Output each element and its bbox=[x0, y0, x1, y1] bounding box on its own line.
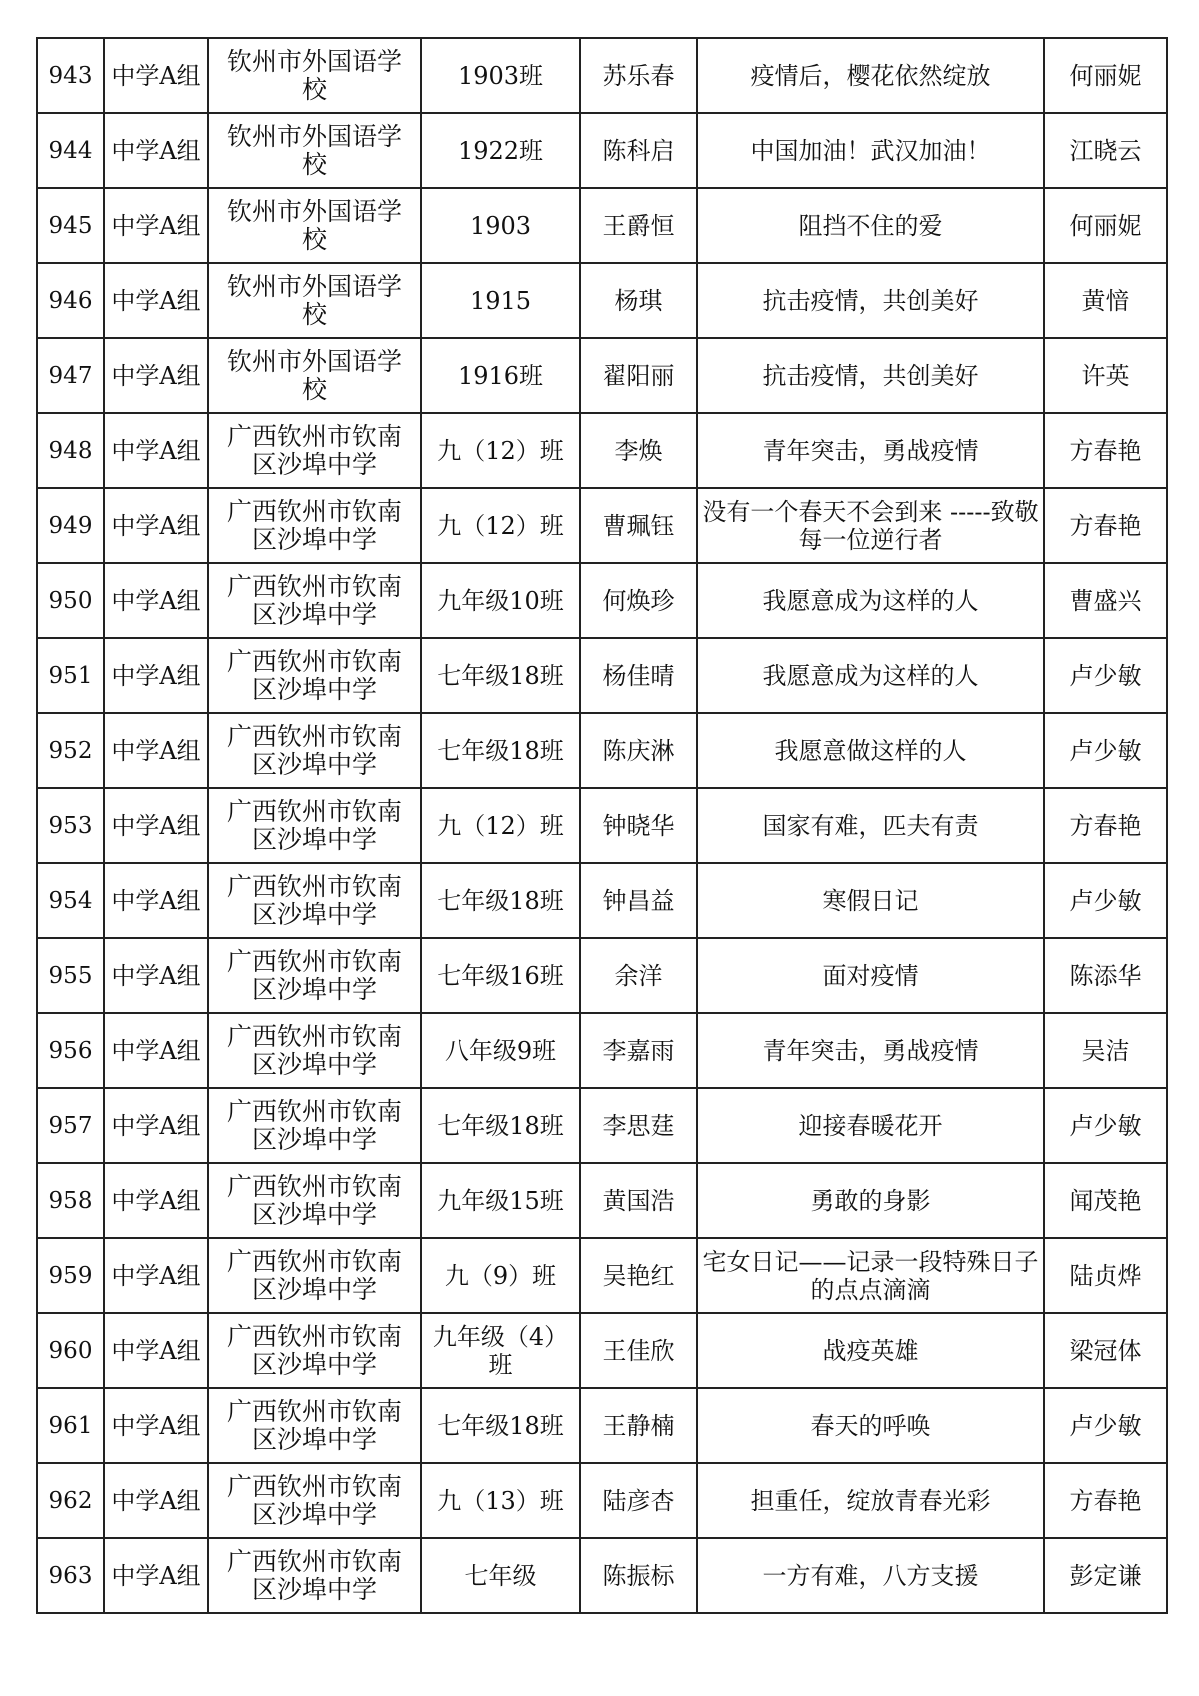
work-title-cell: 疫情后，樱花依然绽放 bbox=[697, 38, 1044, 113]
entry-number-cell: 946 bbox=[37, 263, 104, 338]
entry-number-cell: 963 bbox=[37, 1538, 104, 1613]
table-row bbox=[37, 1463, 1167, 1538]
student-name-cell: 陈振标 bbox=[580, 1538, 697, 1613]
work-title-cell: 中国加油！武汉加油！ bbox=[697, 113, 1044, 188]
student-name-cell: 陈科启 bbox=[580, 113, 697, 188]
school-cell: 广西钦州市钦南区沙埠中学 bbox=[208, 1538, 421, 1613]
teacher-cell: 陈添华 bbox=[1044, 938, 1167, 1013]
table-row bbox=[37, 413, 1167, 488]
table-row bbox=[37, 1313, 1167, 1388]
school-cell: 钦州市外国语学校 bbox=[208, 188, 421, 263]
school-cell: 广西钦州市钦南区沙埠中学 bbox=[208, 788, 421, 863]
entry-number-cell: 955 bbox=[37, 938, 104, 1013]
group-cell: 中学A组 bbox=[104, 263, 208, 338]
entry-number-cell: 948 bbox=[37, 413, 104, 488]
school-cell: 钦州市外国语学校 bbox=[208, 263, 421, 338]
teacher-cell: 何丽妮 bbox=[1044, 188, 1167, 263]
entry-number-cell: 952 bbox=[37, 713, 104, 788]
student-name-cell: 李思莛 bbox=[580, 1088, 697, 1163]
class-cell: 七年级18班 bbox=[421, 863, 580, 938]
group-cell: 中学A组 bbox=[104, 1163, 208, 1238]
teacher-cell: 方春艳 bbox=[1044, 488, 1167, 563]
teacher-cell: 彭定谦 bbox=[1044, 1538, 1167, 1613]
school-cell: 钦州市外国语学校 bbox=[208, 113, 421, 188]
student-name-cell: 王佳欣 bbox=[580, 1313, 697, 1388]
class-cell: 1922班 bbox=[421, 113, 580, 188]
group-cell: 中学A组 bbox=[104, 1313, 208, 1388]
school-cell: 广西钦州市钦南区沙埠中学 bbox=[208, 1463, 421, 1538]
group-cell: 中学A组 bbox=[104, 563, 208, 638]
table-row bbox=[37, 1388, 1167, 1463]
table-row bbox=[37, 638, 1167, 713]
teacher-cell: 梁冠体 bbox=[1044, 1313, 1167, 1388]
school-cell: 广西钦州市钦南区沙埠中学 bbox=[208, 1238, 421, 1313]
teacher-cell: 卢少敏 bbox=[1044, 1388, 1167, 1463]
entry-number-cell: 956 bbox=[37, 1013, 104, 1088]
entry-number-cell: 950 bbox=[37, 563, 104, 638]
group-cell: 中学A组 bbox=[104, 38, 208, 113]
teacher-cell: 方春艳 bbox=[1044, 1463, 1167, 1538]
table-row bbox=[37, 1163, 1167, 1238]
class-cell: 九年级10班 bbox=[421, 563, 580, 638]
class-cell: 1903班 bbox=[421, 38, 580, 113]
entry-number-cell: 959 bbox=[37, 1238, 104, 1313]
group-cell: 中学A组 bbox=[104, 1013, 208, 1088]
school-cell: 广西钦州市钦南区沙埠中学 bbox=[208, 1088, 421, 1163]
school-cell: 广西钦州市钦南区沙埠中学 bbox=[208, 938, 421, 1013]
table-row bbox=[37, 863, 1167, 938]
group-cell: 中学A组 bbox=[104, 188, 208, 263]
student-name-cell: 吴艳红 bbox=[580, 1238, 697, 1313]
work-title-cell: 我愿意成为这样的人 bbox=[697, 563, 1044, 638]
class-cell: 九（13）班 bbox=[421, 1463, 580, 1538]
work-title-cell: 抗击疫情，共创美好 bbox=[697, 338, 1044, 413]
class-cell: 九（12）班 bbox=[421, 488, 580, 563]
group-cell: 中学A组 bbox=[104, 863, 208, 938]
student-name-cell: 曹珮钰 bbox=[580, 488, 697, 563]
teacher-cell: 许英 bbox=[1044, 338, 1167, 413]
school-cell: 广西钦州市钦南区沙埠中学 bbox=[208, 1388, 421, 1463]
school-cell: 钦州市外国语学校 bbox=[208, 38, 421, 113]
teacher-cell: 卢少敏 bbox=[1044, 1088, 1167, 1163]
table-row bbox=[37, 1238, 1167, 1313]
student-name-cell: 王爵恒 bbox=[580, 188, 697, 263]
table-row bbox=[37, 1088, 1167, 1163]
group-cell: 中学A组 bbox=[104, 1088, 208, 1163]
entry-number-cell: 953 bbox=[37, 788, 104, 863]
entry-number-cell: 951 bbox=[37, 638, 104, 713]
student-name-cell: 钟晓华 bbox=[580, 788, 697, 863]
group-cell: 中学A组 bbox=[104, 338, 208, 413]
class-cell: 九（9）班 bbox=[421, 1238, 580, 1313]
group-cell: 中学A组 bbox=[104, 638, 208, 713]
table-row bbox=[37, 713, 1167, 788]
student-name-cell: 余洋 bbox=[580, 938, 697, 1013]
student-name-cell: 王静楠 bbox=[580, 1388, 697, 1463]
work-title-cell: 青年突击，勇战疫情 bbox=[697, 413, 1044, 488]
student-name-cell: 陈庆淋 bbox=[580, 713, 697, 788]
work-title-cell: 国家有难，匹夫有责 bbox=[697, 788, 1044, 863]
table-row bbox=[37, 113, 1167, 188]
roster-table bbox=[36, 37, 1168, 1614]
class-cell: 九年级（4）班 bbox=[421, 1313, 580, 1388]
group-cell: 中学A组 bbox=[104, 1238, 208, 1313]
school-cell: 广西钦州市钦南区沙埠中学 bbox=[208, 1163, 421, 1238]
class-cell: 1903 bbox=[421, 188, 580, 263]
work-title-cell: 我愿意做这样的人 bbox=[697, 713, 1044, 788]
teacher-cell: 黄愔 bbox=[1044, 263, 1167, 338]
work-title-cell: 担重任，绽放青春光彩 bbox=[697, 1463, 1044, 1538]
class-cell: 七年级18班 bbox=[421, 1088, 580, 1163]
table-row bbox=[37, 188, 1167, 263]
entry-number-cell: 961 bbox=[37, 1388, 104, 1463]
class-cell: 七年级18班 bbox=[421, 1388, 580, 1463]
table-row bbox=[37, 488, 1167, 563]
school-cell: 广西钦州市钦南区沙埠中学 bbox=[208, 1313, 421, 1388]
teacher-cell: 方春艳 bbox=[1044, 788, 1167, 863]
teacher-cell: 卢少敏 bbox=[1044, 713, 1167, 788]
work-title-cell: 勇敢的身影 bbox=[697, 1163, 1044, 1238]
class-cell: 七年级16班 bbox=[421, 938, 580, 1013]
work-title-cell: 我愿意成为这样的人 bbox=[697, 638, 1044, 713]
school-cell: 广西钦州市钦南区沙埠中学 bbox=[208, 713, 421, 788]
entry-number-cell: 957 bbox=[37, 1088, 104, 1163]
class-cell: 七年级 bbox=[421, 1538, 580, 1613]
roster-table-body bbox=[37, 38, 1167, 1613]
entry-number-cell: 949 bbox=[37, 488, 104, 563]
table-row bbox=[37, 938, 1167, 1013]
entry-number-cell: 947 bbox=[37, 338, 104, 413]
school-cell: 广西钦州市钦南区沙埠中学 bbox=[208, 863, 421, 938]
work-title-cell: 抗击疫情，共创美好 bbox=[697, 263, 1044, 338]
entry-number-cell: 943 bbox=[37, 38, 104, 113]
class-cell: 九（12）班 bbox=[421, 788, 580, 863]
table-row bbox=[37, 1013, 1167, 1088]
teacher-cell: 何丽妮 bbox=[1044, 38, 1167, 113]
class-cell: 九年级15班 bbox=[421, 1163, 580, 1238]
student-name-cell: 杨琪 bbox=[580, 263, 697, 338]
table-row bbox=[37, 1538, 1167, 1613]
work-title-cell: 战疫英雄 bbox=[697, 1313, 1044, 1388]
entry-number-cell: 962 bbox=[37, 1463, 104, 1538]
table-row bbox=[37, 788, 1167, 863]
school-cell: 广西钦州市钦南区沙埠中学 bbox=[208, 1013, 421, 1088]
table-row bbox=[37, 338, 1167, 413]
entry-number-cell: 945 bbox=[37, 188, 104, 263]
work-title-cell: 青年突击，勇战疫情 bbox=[697, 1013, 1044, 1088]
group-cell: 中学A组 bbox=[104, 788, 208, 863]
table-row bbox=[37, 38, 1167, 113]
school-cell: 钦州市外国语学校 bbox=[208, 338, 421, 413]
work-title-cell: 面对疫情 bbox=[697, 938, 1044, 1013]
work-title-cell: 阻挡不住的爱 bbox=[697, 188, 1044, 263]
entry-number-cell: 954 bbox=[37, 863, 104, 938]
class-cell: 七年级18班 bbox=[421, 713, 580, 788]
class-cell: 八年级9班 bbox=[421, 1013, 580, 1088]
student-name-cell: 何焕珍 bbox=[580, 563, 697, 638]
work-title-cell: 迎接春暖花开 bbox=[697, 1088, 1044, 1163]
student-name-cell: 李焕 bbox=[580, 413, 697, 488]
group-cell: 中学A组 bbox=[104, 413, 208, 488]
school-cell: 广西钦州市钦南区沙埠中学 bbox=[208, 488, 421, 563]
work-title-cell: 没有一个春天不会到来 -----致敬每一位逆行者 bbox=[697, 488, 1044, 563]
teacher-cell: 陆贞烨 bbox=[1044, 1238, 1167, 1313]
group-cell: 中学A组 bbox=[104, 113, 208, 188]
student-name-cell: 苏乐春 bbox=[580, 38, 697, 113]
group-cell: 中学A组 bbox=[104, 1538, 208, 1613]
group-cell: 中学A组 bbox=[104, 1463, 208, 1538]
student-name-cell: 杨佳晴 bbox=[580, 638, 697, 713]
school-cell: 广西钦州市钦南区沙埠中学 bbox=[208, 638, 421, 713]
teacher-cell: 方春艳 bbox=[1044, 413, 1167, 488]
entry-number-cell: 958 bbox=[37, 1163, 104, 1238]
student-name-cell: 钟昌益 bbox=[580, 863, 697, 938]
class-cell: 七年级18班 bbox=[421, 638, 580, 713]
teacher-cell: 卢少敏 bbox=[1044, 863, 1167, 938]
table-row bbox=[37, 563, 1167, 638]
work-title-cell: 寒假日记 bbox=[697, 863, 1044, 938]
entry-number-cell: 944 bbox=[37, 113, 104, 188]
student-name-cell: 翟阳丽 bbox=[580, 338, 697, 413]
teacher-cell: 卢少敏 bbox=[1044, 638, 1167, 713]
work-title-cell: 一方有难，八方支援 bbox=[697, 1538, 1044, 1613]
class-cell: 九（12）班 bbox=[421, 413, 580, 488]
table-row bbox=[37, 263, 1167, 338]
class-cell: 1916班 bbox=[421, 338, 580, 413]
group-cell: 中学A组 bbox=[104, 488, 208, 563]
group-cell: 中学A组 bbox=[104, 713, 208, 788]
group-cell: 中学A组 bbox=[104, 938, 208, 1013]
school-cell: 广西钦州市钦南区沙埠中学 bbox=[208, 413, 421, 488]
teacher-cell: 江晓云 bbox=[1044, 113, 1167, 188]
work-title-cell: 宅女日记——记录一段特殊日子的点点滴滴 bbox=[697, 1238, 1044, 1313]
teacher-cell: 闻茂艳 bbox=[1044, 1163, 1167, 1238]
student-name-cell: 李嘉雨 bbox=[580, 1013, 697, 1088]
teacher-cell: 吴洁 bbox=[1044, 1013, 1167, 1088]
class-cell: 1915 bbox=[421, 263, 580, 338]
work-title-cell: 春天的呼唤 bbox=[697, 1388, 1044, 1463]
school-cell: 广西钦州市钦南区沙埠中学 bbox=[208, 563, 421, 638]
teacher-cell: 曹盛兴 bbox=[1044, 563, 1167, 638]
entry-number-cell: 960 bbox=[37, 1313, 104, 1388]
student-name-cell: 黄国浩 bbox=[580, 1163, 697, 1238]
student-name-cell: 陆彦杏 bbox=[580, 1463, 697, 1538]
group-cell: 中学A组 bbox=[104, 1388, 208, 1463]
